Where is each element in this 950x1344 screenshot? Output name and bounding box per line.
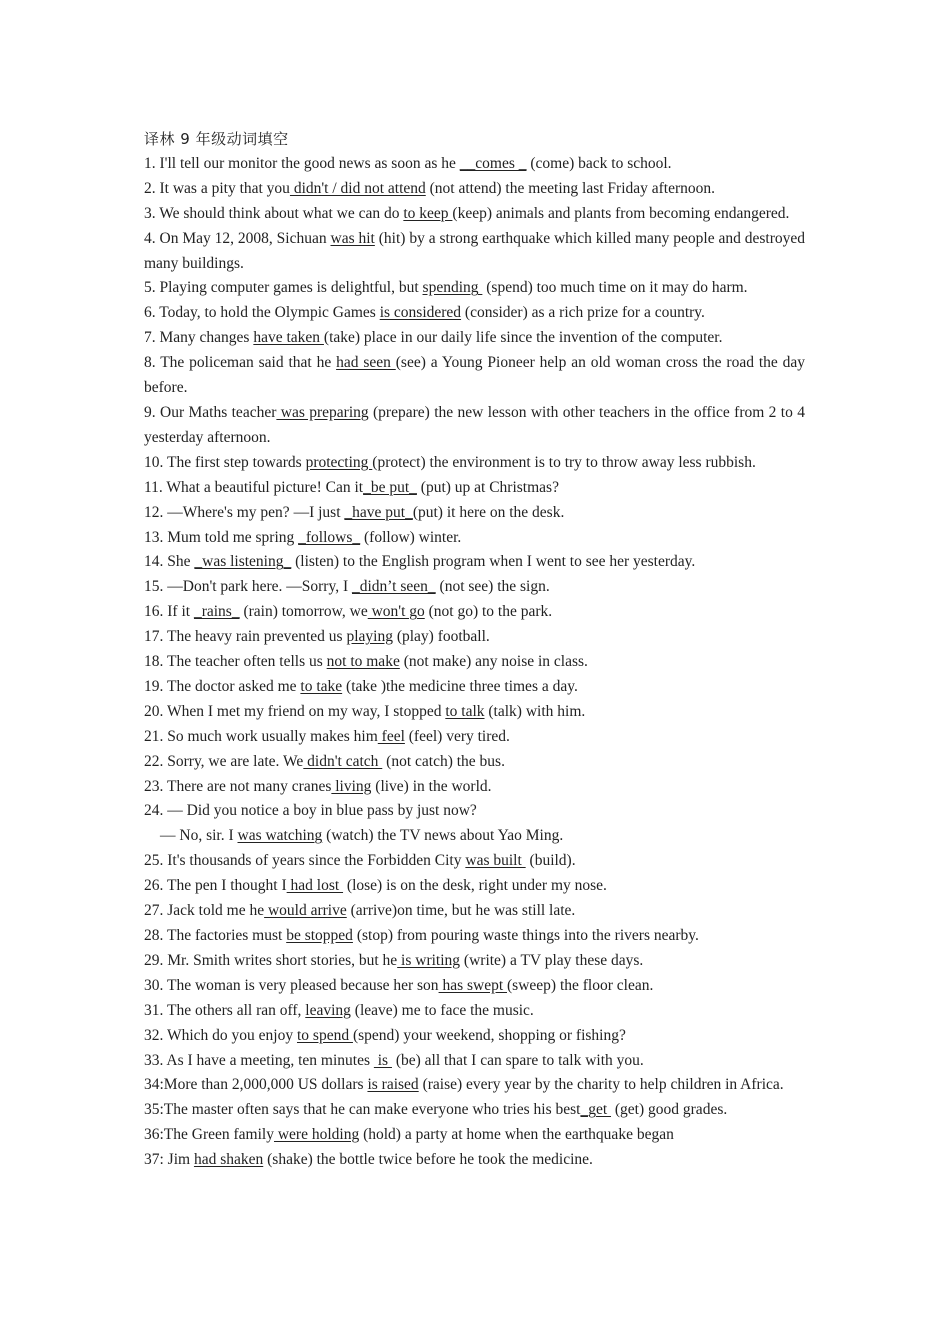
question-text: (talk) with him. — [484, 702, 586, 720]
question-text: 30. The woman is very pleased because her son — [144, 976, 439, 994]
exercise-item — [144, 1123, 805, 1148]
exercise-item — [144, 351, 805, 401]
question-text: (raise) every year by the charity to help children in Africa. — [418, 1076, 784, 1094]
exercise-item — [144, 1148, 805, 1173]
question-text: 3. We should think about what we can do — [144, 204, 404, 222]
question-text: (spend) your weekend, shopping or fishing? — [352, 1026, 626, 1044]
answer-blank: is raised — [367, 1076, 419, 1094]
answer-blank: had shaken — [193, 1151, 264, 1169]
question-text: (put) up at Christmas? — [416, 478, 559, 496]
exercise-item — [144, 775, 805, 800]
question-text: 11. What a beautiful picture! Can it — [144, 478, 364, 496]
question-text: (not see) the sign. — [435, 578, 550, 596]
question-text: (live) in the world. — [371, 777, 492, 795]
exercise-item — [144, 849, 805, 874]
question-text: (hit) by a strong earthquake which killed many people and destroyed many buildings. — [144, 229, 805, 272]
question-text: 16. If it — [144, 603, 194, 621]
question-text: (keep) animals and plants from becoming endangered. — [452, 204, 790, 222]
question-text: 21. So much work usually makes him — [144, 727, 378, 745]
exercise-item — [144, 1073, 805, 1098]
question-text: 35:The master often says that he can make everyone who tries his best — [144, 1101, 581, 1119]
answer-blank: _was listening_ — [194, 553, 292, 571]
question-text: 19. The doctor asked me — [144, 677, 301, 695]
exercise-item — [144, 575, 805, 600]
answer-blank: didn't catch — [303, 752, 383, 770]
answer-blank: leaving — [305, 1001, 351, 1019]
exercise-item — [144, 600, 805, 625]
answer-blank: was watching — [237, 827, 323, 845]
question-text: (see) a Young Pioneer help an old woman cross the road the day before. — [144, 354, 806, 397]
question-text: (take )the medicine three times a day. — [342, 677, 578, 695]
question-text: 27. Jack told me he — [144, 902, 265, 920]
question-text: (spend) too much time on it may do harm. — [482, 279, 748, 297]
answer-blank: would arrive — [264, 902, 347, 920]
question-text: 15. —Don't park here. —Sorry, I — [144, 578, 352, 596]
answer-blank: to talk — [445, 702, 485, 720]
question-text: 12. —Where's my pen? —I just — [144, 503, 345, 521]
exercise-item — [144, 675, 805, 700]
exercise-item — [144, 501, 805, 526]
answer-blank: was hit — [330, 229, 375, 247]
question-text: — No, sir. I — [160, 827, 238, 845]
question-text: 33. As I have a meeting, ten minutes — [144, 1051, 374, 1069]
question-text: 34:More than 2,000,000 US dollars — [144, 1076, 368, 1094]
question-text: 20. When I met my friend on my way, I stopped — [144, 702, 446, 720]
answer-blank: was preparing — [276, 403, 369, 421]
answer-blank: is — [373, 1051, 392, 1069]
question-text: (shake) the bottle twice before he took the medicine. — [263, 1151, 593, 1169]
answer-blank: _didn’t seen_ — [351, 578, 436, 596]
question-text: (come) back to school. — [526, 154, 672, 172]
question-text: (protect) the environment is to try to throw away less rubbish. — [372, 453, 756, 471]
exercise-item — [144, 227, 805, 277]
answer-blank: is considered — [379, 304, 462, 322]
question-text: 4. On May 12, 2008, Sichuan — [144, 229, 331, 247]
exercise-item — [144, 924, 805, 949]
answer-blank: playing — [346, 628, 393, 646]
exercise-item — [144, 625, 805, 650]
answer-blank: had lost — [286, 877, 344, 895]
answer-blank: had seen — [336, 354, 396, 372]
answer-blank: be stopped — [286, 927, 353, 944]
question-text: (be) all that I can spare to talk with you. — [391, 1051, 644, 1069]
exercise-item — [144, 874, 805, 899]
question-text: (not attend) the meeting last Friday afternoon. — [425, 179, 716, 197]
exercise-item — [144, 650, 805, 675]
question-text: (follow) winter. — [360, 528, 462, 546]
answer-blank: not to make — [326, 653, 400, 671]
exercise-item — [144, 1024, 805, 1049]
exercise-item — [144, 301, 805, 326]
question-text: 1. I'll tell our monitor the good news as soon as he — [144, 154, 460, 172]
question-text: 9. Our Maths teacher — [144, 403, 277, 421]
answer-blank: won't go — [367, 603, 425, 621]
question-text: (build). — [525, 852, 576, 870]
question-text: 10. The first step towards — [144, 453, 306, 471]
question-text: (sweep) the floor clean. — [507, 976, 654, 994]
question-text: 22. Sorry, we are late. We — [144, 752, 304, 770]
exercise-item — [144, 550, 805, 575]
exercise-item — [144, 177, 805, 202]
worksheet — [144, 127, 805, 1173]
answer-blank: has swept — [438, 976, 508, 994]
question-text: (arrive)on time, but he was still late. — [346, 902, 576, 920]
exercise-item — [144, 276, 805, 301]
answer-blank: _be put_ — [363, 478, 417, 496]
question-text: 28. The factories must — [144, 927, 287, 944]
question-text: 5. Playing computer games is delightful, but — [144, 279, 423, 297]
question-text: 7. Many changes — [144, 329, 254, 347]
answer-blank: was built — [465, 852, 526, 870]
question-text: (not catch) the bus. — [382, 752, 505, 770]
answer-blank: to spend — [296, 1026, 353, 1044]
question-text: (hold) a party at home when the earthquake began — [359, 1126, 674, 1144]
answer-blank: _get — [580, 1101, 612, 1119]
exercise-item — [144, 1098, 805, 1123]
worksheet-title: 译林 9 年级动词填空 — [144, 130, 289, 148]
exercise-item — [144, 750, 805, 775]
question-text: 14. She — [144, 553, 195, 571]
exercise-item — [144, 526, 805, 551]
exercise-item — [144, 799, 805, 824]
question-text: (not make) any noise in class. — [399, 653, 588, 671]
question-text: (lose) is on the desk, right under my nose. — [343, 877, 607, 895]
answer-blank: have taken — [253, 329, 324, 347]
question-text: 17. The heavy rain prevented us — [144, 628, 347, 646]
question-text: (not go) to the park. — [424, 603, 553, 621]
question-text: 31. The others all ran off, — [144, 1001, 306, 1019]
question-text: 24. — Did you notice a boy in blue pass by just now? — [144, 802, 477, 820]
question-text: 23. There are not many cranes — [144, 777, 332, 795]
answer-blank: didn't / did not attend — [289, 179, 426, 197]
question-text: (prepare) the new lesson with other teachers in the office from 2 to 4 yesterday afternoon. — [144, 403, 805, 446]
question-text: 2. It was a pity that you — [144, 179, 290, 197]
answer-blank: feel — [377, 727, 405, 745]
answer-blank: to take — [300, 677, 343, 695]
exercise-item — [144, 700, 805, 725]
exercise-item — [144, 476, 805, 501]
exercise-item — [144, 326, 805, 351]
answer-blank: __comes _ — [459, 154, 527, 172]
question-text: 18. The teacher often tells us — [144, 653, 327, 671]
question-text: 13. Mum told me spring — [144, 528, 299, 546]
answer-blank: is writing — [397, 951, 461, 969]
answer-blank: _rains_ — [193, 603, 240, 621]
exercise-item — [144, 152, 805, 177]
question-text: (watch) the TV news about Yao Ming. — [322, 827, 564, 845]
question-text: 32. Which do you enjoy — [144, 1026, 297, 1044]
question-text: 25. It's thousands of years since the Forbidden City — [144, 852, 466, 870]
question-text: (rain) tomorrow, we — [239, 603, 368, 621]
question-text: (listen) to the English program when I went to see her yesterday. — [291, 553, 696, 571]
exercise-item — [144, 999, 805, 1024]
question-text: 37: Jim — [144, 1151, 194, 1169]
exercise-item — [144, 725, 805, 750]
exercise-item — [144, 451, 805, 476]
question-text: 8. The policeman said that he — [144, 354, 337, 372]
exercise-item — [144, 1049, 805, 1074]
answer-blank: were holding — [273, 1126, 360, 1144]
question-text: (stop) from pouring waste things into the rivers nearby. — [352, 927, 699, 944]
exercise-item — [144, 401, 805, 451]
answer-blank: _have put_ — [344, 503, 413, 521]
question-text: (leave) me to face the music. — [350, 1001, 534, 1019]
question-text: (put) it here on the desk. — [412, 503, 565, 521]
question-text: (write) a TV play these days. — [460, 951, 644, 969]
question-text: (get) good grades. — [611, 1101, 728, 1119]
exercise-item — [144, 202, 805, 227]
exercise-item — [144, 974, 805, 999]
question-text: (consider) as a rich prize for a country. — [461, 304, 705, 322]
question-text: 29. Mr. Smith writes short stories, but he — [144, 951, 398, 969]
answer-blank: protecting — [305, 453, 373, 471]
question-text: (play) football. — [392, 628, 490, 646]
exercise-item — [144, 824, 805, 849]
exercise-list — [144, 152, 805, 1173]
answer-blank: _follows_ — [298, 528, 361, 546]
exercise-item — [144, 949, 805, 974]
question-text: (take) place in our daily life since the invention of the computer. — [323, 329, 723, 347]
question-text: 36:The Green family — [144, 1126, 274, 1144]
question-text: 6. Today, to hold the Olympic Games — [144, 304, 380, 322]
answer-blank: living — [331, 777, 372, 795]
question-text: 26. The pen I thought I — [144, 877, 287, 895]
answer-blank: to keep — [403, 204, 453, 222]
question-text: (feel) very tired. — [404, 727, 510, 745]
exercise-item — [144, 899, 805, 924]
answer-blank: spending — [422, 279, 483, 297]
